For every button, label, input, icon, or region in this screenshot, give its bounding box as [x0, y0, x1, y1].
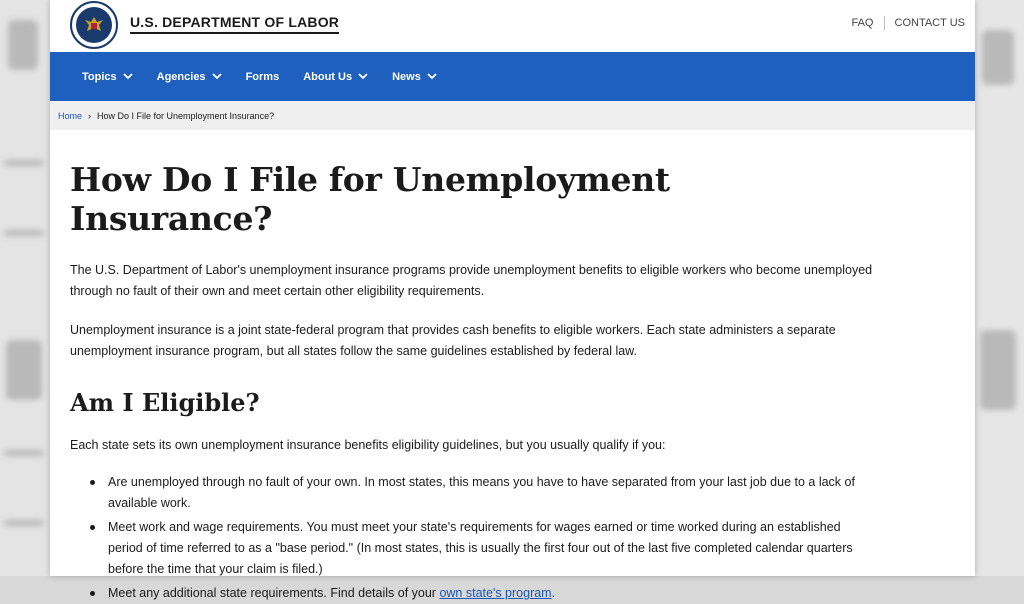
bullet-icon — [90, 525, 95, 530]
breadcrumb-home-link[interactable]: Home — [58, 110, 83, 121]
breadcrumb-current: How Do I File for Unemployment Insurance? — [97, 110, 275, 121]
site-header — [50, 0, 975, 52]
chevron-right-icon: › — [88, 110, 92, 121]
faq-link[interactable]: FAQ — [851, 17, 874, 29]
intro-paragraph-1: The U.S. Department of Labor's unemployment insurance programs provide unemployment benefits to eligible workers who become unemployed through no fault of their own and meet certain other eligibility requirements. — [70, 263, 873, 298]
main-nav — [50, 52, 975, 101]
eligible-intro: Each state sets its own unemployment insurance benefits eligibility guidelines, but you usually qualify if you: — [70, 438, 666, 452]
dol-seal-logo[interactable] — [70, 1, 118, 49]
eagle-icon — [83, 15, 105, 35]
nav-topics[interactable]: Topics — [82, 71, 133, 83]
intro-paragraph-2: Unemployment insurance is a joint state-federal program that provides cash benefits to eligible workers. Each state administers a separate unemployment insurance program, but all states follow the same guidelines established by federal law. — [70, 323, 836, 358]
background-left-margin — [0, 0, 50, 576]
nav-about-us[interactable]: About Us — [303, 71, 368, 83]
article-content — [50, 160, 975, 604]
own-state-program-link[interactable]: own state's program — [439, 586, 552, 600]
eligibility-list — [70, 472, 875, 604]
nav-agencies[interactable]: Agencies — [157, 71, 222, 83]
nav-forms[interactable]: Forms — [245, 70, 280, 83]
list-item: Meet any additional state requirements. Find details of your own state's program. — [90, 583, 875, 604]
page-title: How Do I File for Unemployment Insurance? — [70, 160, 670, 238]
breadcrumb — [50, 101, 975, 130]
background-right-margin — [974, 0, 1024, 576]
contact-us-link[interactable]: CONTACT US — [894, 17, 965, 29]
chevron-down-icon — [123, 73, 133, 80]
nav-news[interactable]: News — [392, 71, 437, 83]
list-item: Meet work and wage requirements. You must meet your state's requirements for wages earned or time worked during an established period of time referred to as a "base period." (In most states, this is usually the first four out of the last five completed calendar quarters before the time that your claim is filed.) — [90, 517, 875, 580]
chevron-down-icon — [358, 73, 368, 80]
list-item: Are unemployed through no fault of your own. In most states, this means you have to have separated from your last job due to a lack of available work. — [90, 472, 875, 514]
chevron-down-icon — [212, 73, 222, 80]
chevron-down-icon — [427, 73, 437, 80]
utility-divider — [884, 16, 885, 30]
utility-links — [851, 16, 965, 30]
bullet-icon — [90, 480, 95, 485]
eligible-heading: Am I Eligible? — [70, 388, 260, 417]
bullet-icon — [90, 591, 95, 596]
browser-page — [50, 0, 975, 600]
agency-name-link[interactable]: U.S. DEPARTMENT OF LABOR — [130, 14, 339, 34]
